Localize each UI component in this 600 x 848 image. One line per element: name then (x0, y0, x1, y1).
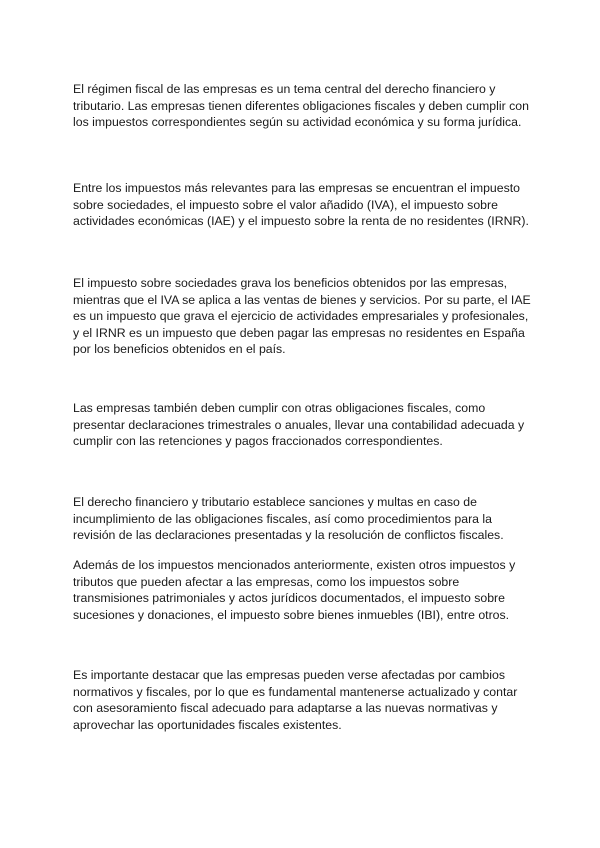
text-line: por los beneficios obtenidos en el país. (73, 342, 286, 357)
text-line: transmisiones patrimoniales y actos jurídicos documentados, el impuesto sobre (73, 591, 505, 606)
text-line: normativos y fiscales, por lo que es fundamental mantenerse actualizado y contar (73, 684, 518, 699)
text-line: Además de los impuestos mencionados anteriormente, existen otros impuestos y (73, 558, 516, 572)
text-line: presentar declaraciones trimestrales o anuales, llevar una contabilidad adecuada y (73, 417, 525, 432)
text-line: cumplir con las retenciones y pagos fraccionados correspondientes. (73, 434, 443, 449)
paragraph-cambios-normativos (73, 667, 533, 733)
paragraph-regimen-fiscal (73, 81, 533, 131)
text-line: y el IRNR es un impuesto que deben pagar las empresas no residentes en España (73, 325, 525, 340)
text-line: El derecho financiero y tributario establece sanciones y multas en caso de (73, 495, 477, 509)
text-line: sobre sociedades, el impuesto sobre el valor añadido (IVA), el impuesto sobre (73, 197, 498, 212)
text-line: tributario. Las empresas tienen diferentes obligaciones fiscales y deben cumplir con (73, 98, 529, 113)
text-line: incumplimiento de las obligaciones fiscales, así como procedimientos para la (73, 511, 492, 526)
paragraph-impuesto-sociedades (73, 275, 533, 358)
text-line: es un impuesto que grava el ejercicio de actividades empresariales y profesionales, (73, 309, 529, 324)
text-line: aprovechar las oportunidades fiscales existentes. (73, 717, 342, 732)
text-line: El impuesto sobre sociedades grava los beneficios obtenidos por las empresas, (73, 276, 508, 290)
text-line: revisión de las declaraciones presentadas y la resolución de conflictos fiscales. (73, 528, 504, 543)
text-line: sucesiones y donaciones, el impuesto sobre bienes inmuebles (IBI), entre otros. (73, 607, 510, 622)
paragraph-otras-obligaciones (73, 400, 533, 450)
text-line: Entre los impuestos más relevantes para las empresas se encuentran el impuesto (73, 181, 521, 195)
text-line: Las empresas también deben cumplir con otras obligaciones fiscales, como (73, 401, 486, 415)
paragraph-sanciones (73, 494, 533, 544)
paragraph-impuestos-relevantes (73, 180, 533, 230)
paragraph-otros-impuestos (73, 557, 533, 623)
text-line: El régimen fiscal de las empresas es un tema central del derecho financiero y (73, 82, 496, 96)
text-line: los impuestos correspondientes según su actividad económica y su forma jurídica. (73, 115, 522, 130)
text-line: con asesoramiento fiscal adecuado para adaptarse a las nuevas normativas y (73, 701, 498, 716)
text-line: Es importante destacar que las empresas pueden verse afectadas por cambios (73, 668, 505, 682)
text-line: tributos que pueden afectar a las empresas, como los impuestos sobre (73, 574, 460, 589)
text-line: mientras que el IVA se aplica a las ventas de bienes y servicios. Por su parte, el IAE (73, 292, 531, 307)
text-line: actividades económicas (IAE) y el impuesto sobre la renta de no residentes (IRNR). (73, 214, 529, 229)
